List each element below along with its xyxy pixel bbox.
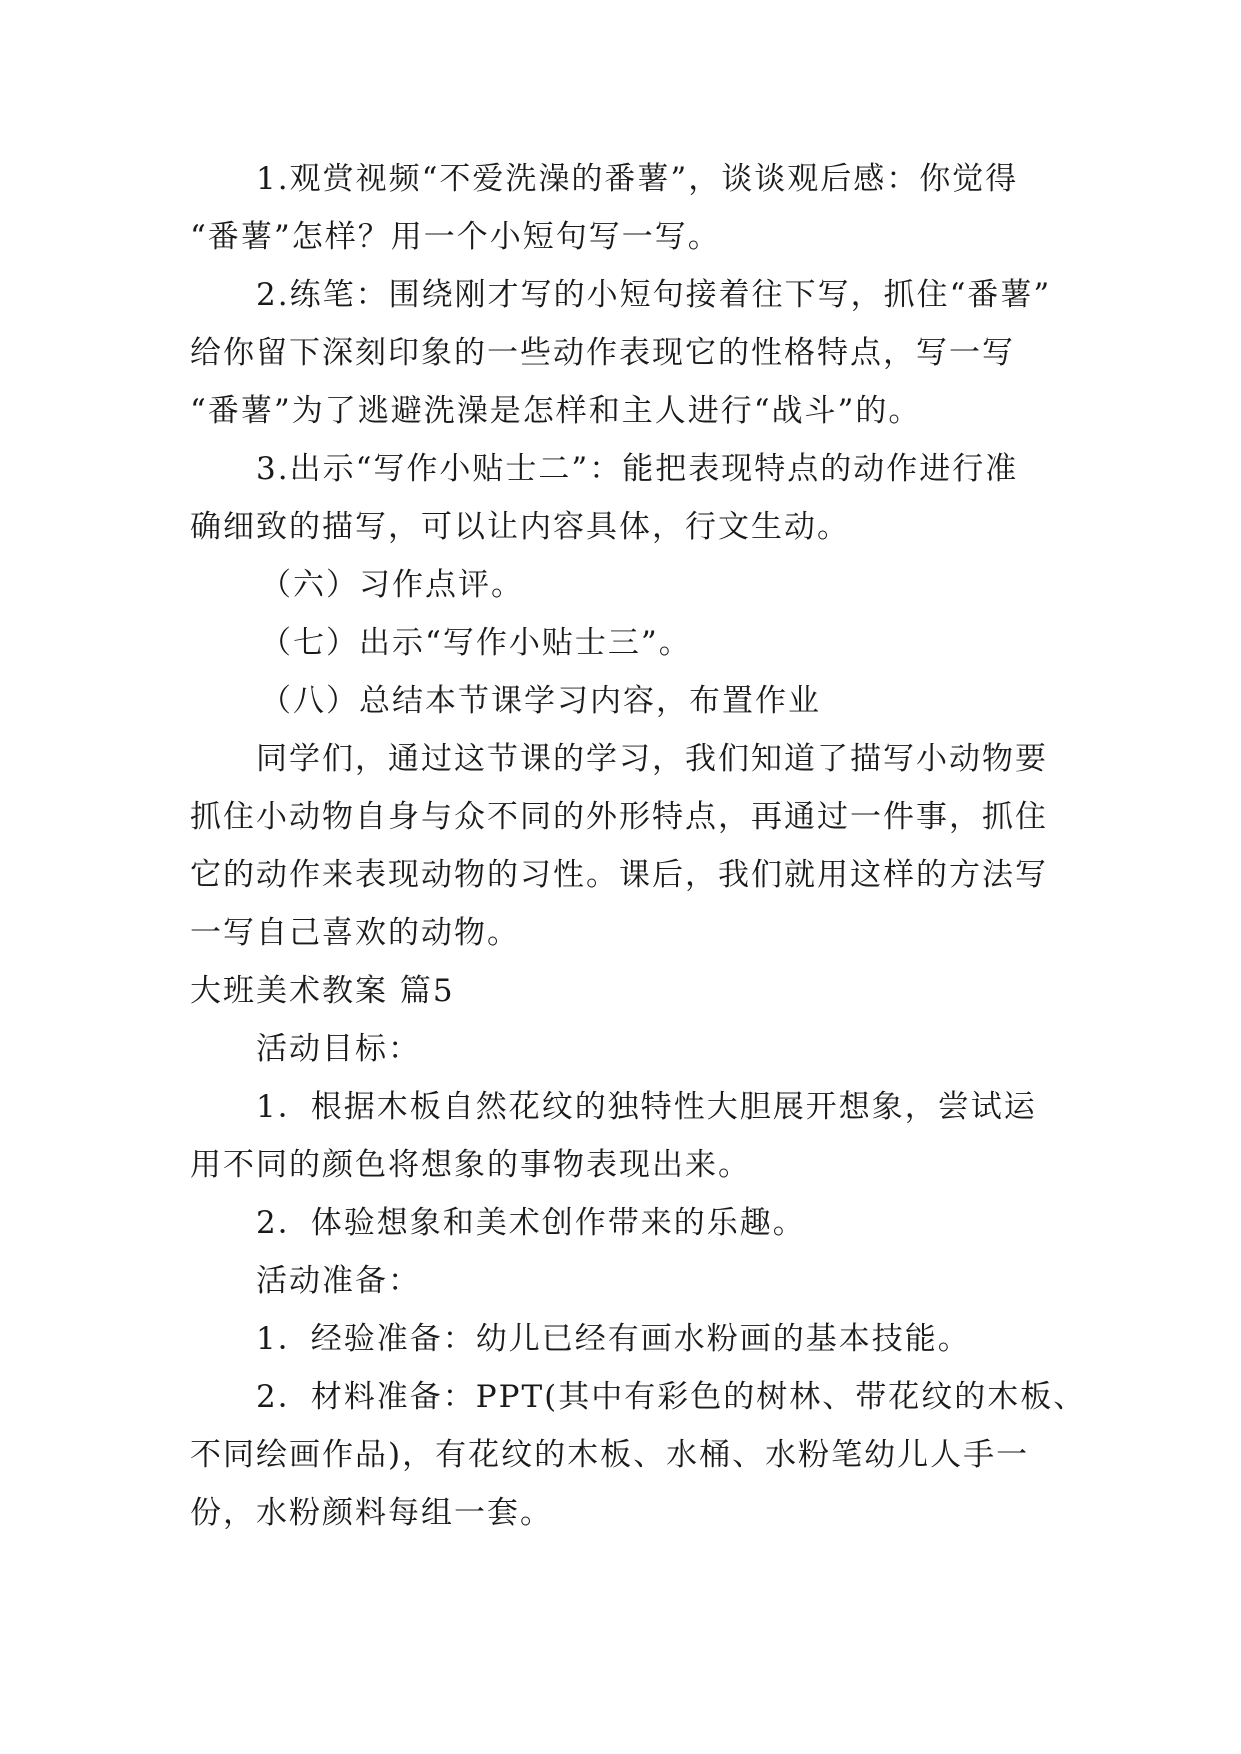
text-line: 2．材料准备：PPT(其中有彩色的树林、带花纹的木板、 xyxy=(256,1379,1087,1415)
text-line: 活动准备： xyxy=(256,1263,421,1299)
text-line: （六）习作点评。 xyxy=(260,567,524,603)
text-line: 1．根据木板自然花纹的独特性大胆展开想象，尝试运 xyxy=(256,1089,1037,1125)
text-line: “番薯”为了逃避洗澡是怎样和主人进行“战斗”的。 xyxy=(190,393,922,429)
text-line: 1．经验准备：幼儿已经有画水粉画的基本技能。 xyxy=(256,1321,971,1357)
text-line: 3.出示“写作小贴士二”：能把表现特点的动作进行准 xyxy=(256,451,1019,487)
text-line: 活动目标： xyxy=(256,1031,421,1067)
text-line: 1.观赏视频“不爱洗澡的番薯”，谈谈观后感：你觉得 xyxy=(256,161,1019,197)
text-line: 2.练笔：围绕刚才写的小短句接着往下写，抓住“番薯” xyxy=(256,277,1052,313)
text-line: 用不同的颜色将想象的事物表现出来。 xyxy=(190,1147,751,1183)
text-line: 一写自己喜欢的动物。 xyxy=(190,915,520,951)
text-line: 它的动作来表现动物的习性。课后，我们就用这样的方法写 xyxy=(190,857,1048,893)
text-line: 份，水粉颜料每组一套。 xyxy=(190,1495,553,1531)
text-line: 不同绘画作品)，有花纹的木板、水桶、水粉笔幼儿人手一 xyxy=(190,1437,1030,1473)
text-line: 同学们，通过这节课的学习，我们知道了描写小动物要 xyxy=(256,741,1048,777)
text-line: 抓住小动物自身与众不同的外形特点，再通过一件事，抓住 xyxy=(190,799,1048,835)
section-heading: 大班美术教案 篇5 xyxy=(190,973,455,1009)
document-body xyxy=(190,150,1087,1542)
text-line: 确细致的描写，可以让内容具体，行文生动。 xyxy=(190,509,850,545)
text-line: （八）总结本节课学习内容，布置作业 xyxy=(260,683,821,719)
text-line: 给你留下深刻印象的一些动作表现它的性格特点，写一写 xyxy=(190,335,1015,371)
text-line: （七）出示“写作小贴士三”。 xyxy=(260,625,692,661)
text-line: “番薯”怎样？用一个小短句写一写。 xyxy=(190,219,721,255)
text-line: 2．体验想象和美术创作带来的乐趣。 xyxy=(256,1205,806,1241)
